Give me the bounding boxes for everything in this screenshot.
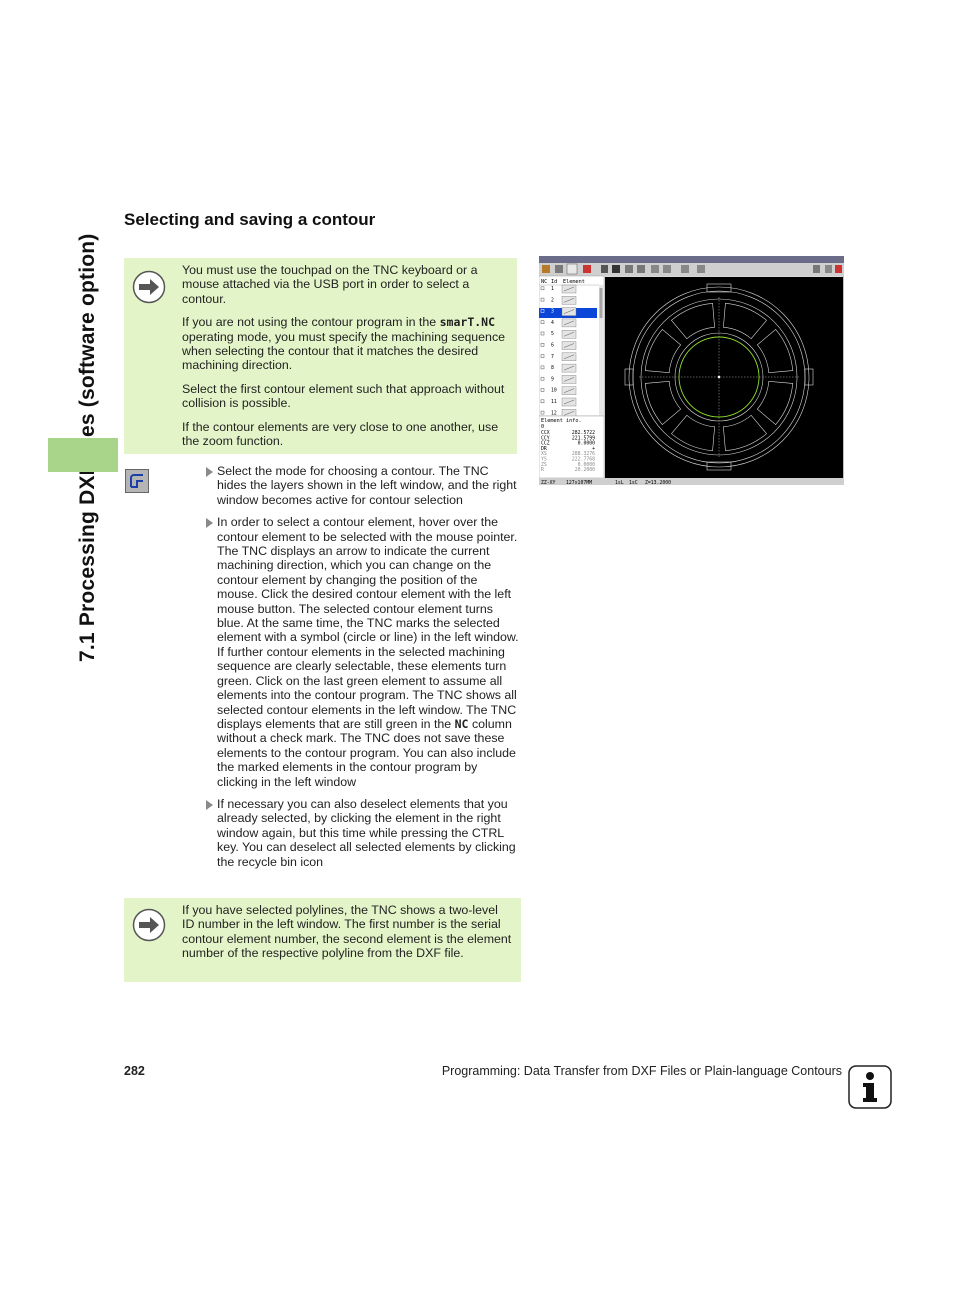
row-id: 6: [551, 343, 554, 349]
info-key: CCY: [541, 436, 550, 442]
status-layer: 1sL: [615, 481, 624, 485]
info-value: 0.0000: [577, 462, 595, 468]
page-number: 282: [124, 1064, 145, 1078]
step-3-text: If necessary you can also deselect elements that you already selected, by clicking the element in the right window again, but this time while pressing the CTRL key. You can deselect all selected elements by clicking the recycle bin icon: [217, 796, 516, 869]
procedure-steps: [206, 464, 519, 877]
chapter-tab-marker: [48, 438, 118, 472]
note-box-2: [124, 898, 521, 982]
arrow-right-icon: [132, 908, 166, 942]
contour-mode-icon: [125, 469, 149, 493]
row-id: 2: [551, 298, 554, 304]
step-2-text-a: In order to select a contour element, hover over the contour element to be selected with the mouse pointer. The TNC displays an arrow to indicate the current machining direction, which you can change on the contour element by changing the position of the mouse. Click the desired contour element with the left mouse button. The selected contour element turns blue. At the same time, the TNC marks the selected element with a symbol (circle or line) in the left window. If further contour elements in the selected machining sequence are clearly selectable, these elements turn green. Click on the last green element to assume all elements into the contour program. The TNC shows all selected contour elements in the left window. The TNC displays elements that are still green in the: [217, 515, 519, 731]
info-value: 282.5722: [571, 431, 595, 436]
row-id: 1: [551, 287, 554, 292]
info-key: CCZ: [541, 441, 550, 447]
note-1-p2-prefix: If you are not using the contour program in the: [182, 315, 437, 330]
info-key: CCX: [541, 431, 550, 436]
list-header-nc: NC: [541, 279, 548, 285]
info-value: 20.2000: [574, 468, 595, 474]
row-id: 4: [551, 320, 554, 326]
row-id: 10: [551, 388, 557, 394]
screenshot-title-bar: [539, 256, 844, 263]
status-view: ZZ-XY: [541, 481, 556, 485]
info-value: 222.7768: [571, 457, 595, 463]
footer-chapter-text: Programming: Data Transfer from DXF Files or Plain-language Contours: [441, 1064, 842, 1078]
row-id: 8: [551, 366, 554, 372]
note-1-p2-rest: operating mode, you must specify the machining sequence when selecting the contour that it matches the desired machining direction.: [182, 329, 506, 373]
note-1-paragraph-2: [182, 315, 512, 373]
section-heading: Selecting and saving a contour: [124, 210, 376, 229]
list-header-id: Id: [551, 279, 558, 285]
note-1-text: [182, 263, 512, 457]
status-contour: 1sC: [629, 481, 638, 485]
bullet-triangle-icon: [206, 518, 213, 528]
list-header-element: Element: [563, 279, 585, 285]
info-key: ZS: [541, 462, 547, 468]
element-info-title: Element info.: [541, 418, 582, 424]
note-2-text: If you have selected polylines, the TNC shows a two-level ID number in the left window. The first number is the serial contour element number, the second element is the element number of the respective polyline from the DXF file.: [182, 903, 512, 961]
row-id: 3: [551, 309, 554, 315]
info-value: 288.3276: [571, 452, 595, 458]
row-id: 12: [551, 411, 557, 417]
row-id: 11: [551, 400, 557, 405]
row-id: 5: [551, 332, 554, 338]
info-key: DR: [541, 446, 547, 452]
step-1-text: Select the mode for choosing a contour. The TNC hides the layers shown in the left window, and the right window becomes active for contour selection: [217, 464, 517, 507]
status-size: 127x107MM: [566, 481, 592, 485]
info-value: 221.5799: [571, 436, 595, 442]
info-value: 0.0000: [577, 441, 595, 447]
status-z: Z=13.2000: [645, 481, 671, 485]
info-value: +: [592, 446, 595, 452]
step-2: [206, 515, 519, 789]
step-2-text-b: column without a check mark. The TNC does not save these elements to the contour program. You can also include the marked elements in the contour program by clicking in the left window: [217, 716, 516, 789]
note-box-1: [124, 258, 517, 454]
info-key: R: [541, 468, 544, 474]
arrow-right-icon: [132, 270, 166, 304]
note-1-paragraph-4: If the contour elements are very close to one another, use the zoom function.: [182, 419, 499, 449]
note-1-paragraph-1: You must use the touchpad on the TNC keyboard or a mouse attached via the USB port in order to select a contour.: [182, 263, 478, 306]
row-id: 7: [551, 354, 554, 360]
dxf-converter-screenshot: [539, 256, 844, 485]
step-1: [206, 464, 519, 507]
step-3: [206, 797, 519, 869]
smart-nc-code: smarT.NC: [439, 315, 496, 330]
info-key: YS: [541, 457, 547, 463]
drawing-area: [605, 277, 843, 478]
info-key: XS: [541, 452, 547, 458]
bullet-triangle-icon: [206, 467, 213, 477]
nc-column-code: NC: [454, 716, 469, 731]
element-info-zero: 0: [541, 424, 545, 430]
info-icon: [848, 1065, 892, 1109]
note-1-paragraph-3: Select the first contour element such that approach without collision is possible.: [182, 381, 505, 411]
row-id: 9: [551, 377, 554, 383]
bullet-triangle-icon: [206, 800, 213, 810]
